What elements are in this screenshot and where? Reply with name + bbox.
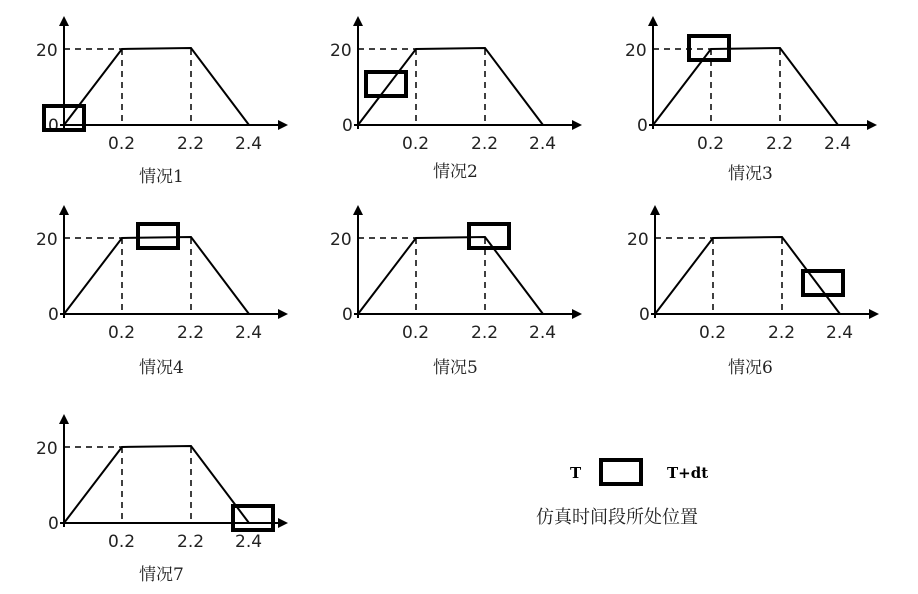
x-tick-2.4: 2.4 xyxy=(826,323,854,343)
x-tick-2.2: 2.2 xyxy=(177,323,205,343)
y-tick-0: 0 xyxy=(637,116,648,136)
x-tick-2.2: 2.2 xyxy=(471,323,499,343)
x-tick-2.4: 2.4 xyxy=(235,134,263,154)
panel-caption: 情况3 xyxy=(728,164,773,184)
y-tick-20: 20 xyxy=(330,230,352,250)
y-tick-20: 20 xyxy=(330,41,352,61)
y-tick-20: 20 xyxy=(36,41,58,61)
legend-caption: 仿真时间段所处位置 xyxy=(536,507,698,528)
time-window-box xyxy=(469,224,509,248)
y-tick-20: 20 xyxy=(627,230,649,250)
x-tick-0.2: 0.2 xyxy=(402,134,430,154)
x-tick-2.4: 2.4 xyxy=(235,323,263,343)
panel-caption: 情况6 xyxy=(728,358,773,378)
x-tick-2.4: 2.4 xyxy=(529,323,557,343)
time-window-box xyxy=(138,224,178,248)
y-tick-0: 0 xyxy=(48,116,59,136)
y-tick-0: 0 xyxy=(342,305,353,325)
x-tick-2.4: 2.4 xyxy=(235,532,263,552)
x-tick-2.2: 2.2 xyxy=(768,323,796,343)
x-tick-2.2: 2.2 xyxy=(766,134,794,154)
panel-caption: 情况2 xyxy=(433,162,478,182)
legend xyxy=(536,460,708,528)
panel-caption: 情况1 xyxy=(139,167,184,187)
x-tick-0.2: 0.2 xyxy=(108,134,136,154)
time-window-box xyxy=(366,72,406,96)
panel-5 xyxy=(330,207,580,378)
panel-caption: 情况7 xyxy=(139,565,184,585)
x-tick-0.2: 0.2 xyxy=(699,323,727,343)
panel-6 xyxy=(627,207,877,378)
legend-label-t-dt: T+dt xyxy=(667,464,709,482)
panel-7 xyxy=(36,416,286,585)
x-tick-2.4: 2.4 xyxy=(529,134,557,154)
panel-caption: 情况5 xyxy=(433,358,478,378)
y-tick-0: 0 xyxy=(342,116,353,136)
panel-caption: 情况4 xyxy=(139,358,184,378)
x-tick-2.2: 2.2 xyxy=(471,134,499,154)
panel-1 xyxy=(36,18,286,187)
panel-3 xyxy=(625,18,875,184)
x-tick-0.2: 0.2 xyxy=(697,134,725,154)
y-tick-20: 20 xyxy=(36,230,58,250)
y-tick-0: 0 xyxy=(639,305,650,325)
legend-label-t: T xyxy=(570,464,582,482)
panel-4 xyxy=(36,207,286,378)
y-tick-0: 0 xyxy=(48,514,59,534)
y-tick-0: 0 xyxy=(48,305,59,325)
x-tick-2.4: 2.4 xyxy=(824,134,852,154)
x-tick-0.2: 0.2 xyxy=(402,323,430,343)
panel-2 xyxy=(330,18,580,182)
x-tick-2.2: 2.2 xyxy=(177,532,205,552)
x-tick-0.2: 0.2 xyxy=(108,532,136,552)
x-tick-0.2: 0.2 xyxy=(108,323,136,343)
y-tick-20: 20 xyxy=(36,439,58,459)
x-tick-2.2: 2.2 xyxy=(177,134,205,154)
legend-box xyxy=(601,460,641,484)
y-tick-20: 20 xyxy=(625,41,647,61)
